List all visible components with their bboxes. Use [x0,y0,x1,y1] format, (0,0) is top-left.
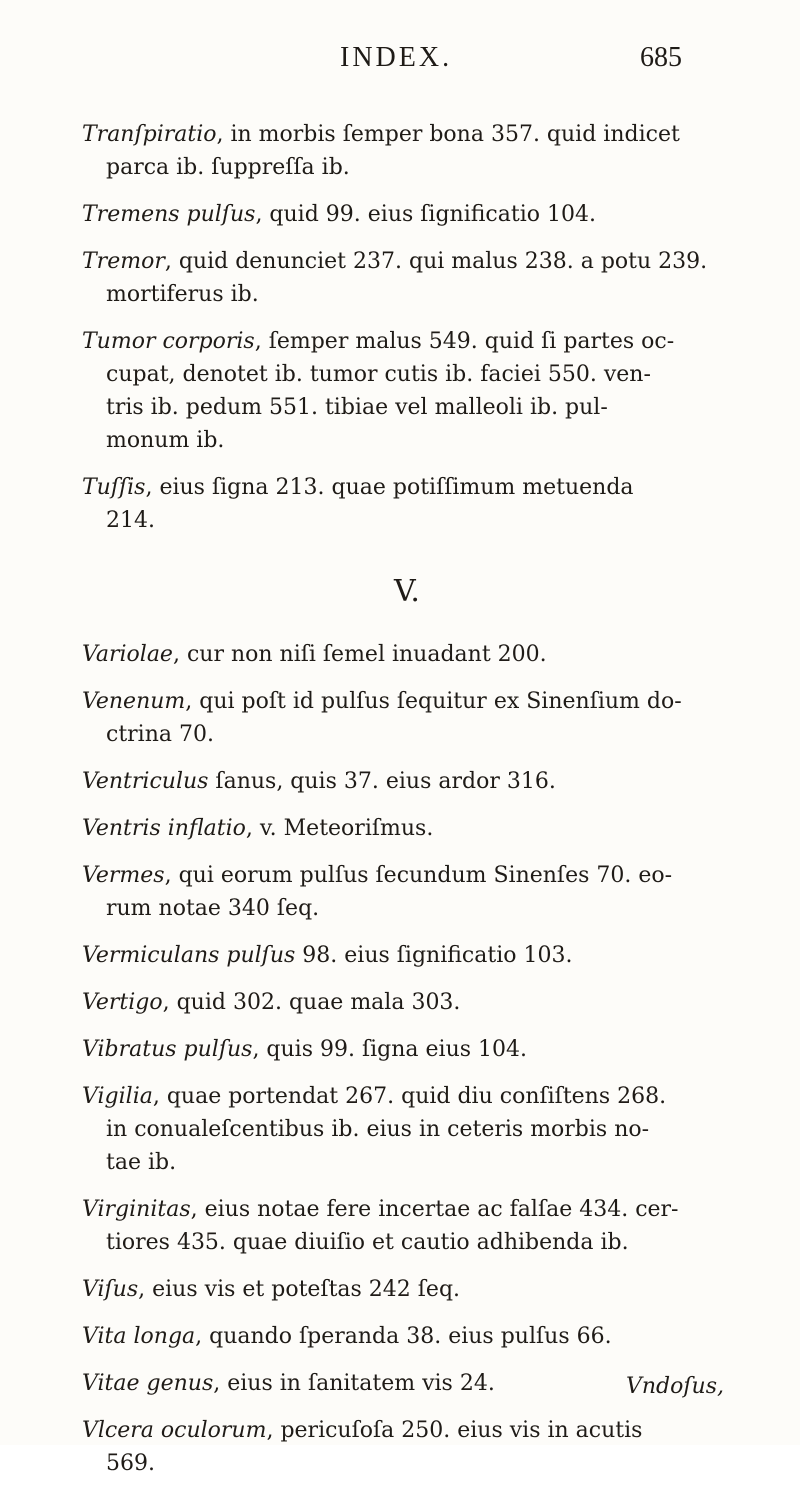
entry-headword: Vertigo [82,990,163,1015]
entry-text: , quid 302. quae mala 303. [162,990,461,1015]
entry-text: , qui poſt id pulſus ſequitur ex Sinenſium do- ctrina 70. [106,689,682,747]
entry-headword: Vigilia [82,1084,153,1109]
entry-text: , quid 99. eius ſignificatio 104. [255,202,596,227]
index-entry [82,765,732,798]
entry-text: , in morbis ſemper bona 357. quid indicet parca ib. ſuppreſſa ib. [106,122,680,180]
entry-text: , v. Meteoriſmus. [245,816,434,841]
entry-headword: Vermiculans pulſus [82,943,296,968]
entry-headword: Tremens pulſus [82,202,256,227]
entry-headword: Variolae [82,642,173,667]
entry-text: , ſemper malus 549. quid ſi partes oc- cupat, denotet ib. tumor cutis ib. faciei 550. ven- tris ib. pedum 551. tibiae vel malleoli ib. pul- monum ib. [106,329,675,453]
section-letter: V. [394,574,420,609]
entry-headword: Vermes [82,863,165,888]
entry-headword: Tumor corporis [82,329,255,354]
index-entry [82,1080,732,1179]
running-title: INDEX. [340,42,453,73]
index-entry [82,812,732,845]
entry-headword: Venenum [82,689,186,714]
entry-text: , eius vis et poteſtas 242 ſeq. [138,1277,461,1302]
entry-text: 98. eius ſignificatio 103. [295,943,573,968]
entry-text: , eius notae fere incertae ac falſae 434. cer- tiores 435. quae diuiſio et cautio adhibenda ib. [106,1197,679,1255]
entry-headword: Vibratus pulſus [82,1037,253,1062]
index-entry [82,118,732,184]
entry-headword: Ventris inflatio [82,816,246,841]
entry-headword: Ventriculus [82,769,209,794]
entry-text: , quis 99. ſigna eius 104. [252,1037,528,1062]
page-number: 685 [640,42,682,73]
entry-headword: Vlcera oculorum [82,1418,267,1443]
index-entry [82,325,732,457]
index-entry [82,1033,732,1066]
entry-headword: Vitae genus [82,1371,214,1396]
entry-headword: Vita longa [82,1324,196,1349]
entry-headword: Tremor [82,249,165,274]
entry-text: , eius in ſanitatem vis 24. [213,1371,495,1396]
entry-headword: Virginitas [82,1197,191,1222]
entry-headword: Tuſſis [82,475,146,500]
entry-text: , quid denunciet 237. qui malus 238. a potu 239. mortiferus ib. [106,249,708,307]
entry-text: ſanus, quis 37. eius ardor 316. [208,769,556,794]
index-entry [82,198,732,231]
entry-headword: Viſus [82,1277,139,1302]
entry-headword: Tranſpiratio [82,122,217,147]
index-entry [82,685,732,751]
index-entry [82,245,732,311]
page-header [0,42,800,82]
index-entry [82,939,732,972]
index-entries [82,118,732,1494]
index-entry [82,471,732,537]
entry-text: , pericuſoſa 250. eius vis in acutis 569. [106,1418,643,1476]
index-entry [82,986,732,1019]
entry-text: , eius ſigna 213. quae potiſſimum metuenda 214. [106,475,634,533]
entry-text: , qui eorum pulſus ſecundum Sinenſes 70. eo- rum notae 340 ſeq. [106,863,673,921]
entry-text: , quando ſperanda 38. eius pulſus 66. [195,1324,612,1349]
index-entry [82,1320,732,1353]
index-entry [82,1193,732,1259]
index-entry [82,638,732,671]
index-entry [82,859,732,925]
index-entry [82,1414,732,1480]
entry-text: , quae portendat 267. quid diu conſiſtens 268. in conualeſcentibus ib. eius in ceteris morbis no- tae ib. [106,1084,667,1175]
index-entry [82,1273,732,1306]
catchword: Vndoſus, [626,1374,724,1399]
entry-text: , cur non niſi ſemel inuadant 200. [172,642,547,667]
